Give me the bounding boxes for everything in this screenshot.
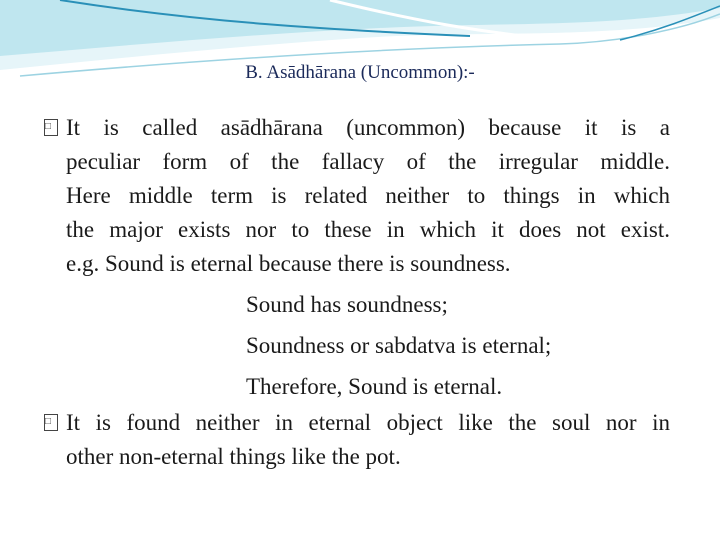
- syllogism-line-3: Therefore, Sound is eternal.: [246, 374, 503, 399]
- bullet-marker-icon: □: [44, 119, 58, 136]
- bullet-2-line-1: [44, 406, 670, 440]
- bullet-2: [44, 406, 670, 474]
- syllogism: [246, 284, 551, 407]
- syllogism-line-1: Sound has soundness;: [246, 292, 448, 317]
- syllogism-line-2: Soundness or sabdatva is eternal;: [246, 333, 552, 358]
- bullet-1-line-1: [44, 111, 670, 145]
- bullet-marker-icon: □: [44, 414, 58, 431]
- bullet-1-line-3: Here middle term is related neither to things in which: [66, 183, 670, 208]
- bullet-1-line-4: the major exists nor to these in which it does not exist.: [66, 217, 670, 242]
- bullet-2-line-1-text: It is found neither in eternal object like the soul nor in: [66, 410, 670, 435]
- bullet-1-line-1-text: It is called asādhārana (uncommon) because it is a: [66, 115, 670, 140]
- bullet-2-line-2: other non-eternal things like the pot.: [66, 444, 401, 469]
- slide-title: B. Asādhārana (Uncommon):-: [245, 62, 475, 83]
- bullet-1: [44, 111, 670, 281]
- bullet-1-line-2: peculiar form of the fallacy of the irregular middle.: [66, 149, 670, 174]
- bullet-1-line-5: e.g. Sound is eternal because there is soundness.: [66, 251, 511, 276]
